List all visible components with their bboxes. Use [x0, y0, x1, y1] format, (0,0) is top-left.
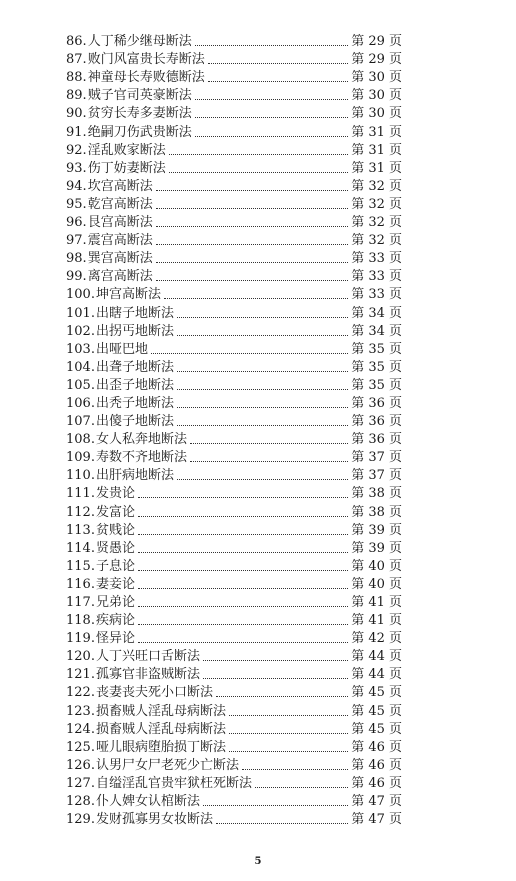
toc-entry-number: 104. [66, 359, 95, 375]
toc-entry-number: 90. [66, 106, 87, 122]
toc-entry-page: 第 41 页 [351, 613, 402, 629]
toc-entry-page: 第 47 页 [351, 794, 402, 810]
toc-entry [66, 810, 402, 828]
toc-entry [66, 213, 402, 231]
toc-entry-page: 第 46 页 [351, 775, 402, 791]
toc-entry-page: 第 45 页 [351, 703, 402, 719]
toc-entry-number: 103. [66, 341, 95, 357]
toc-entry-title: 淫乱败家断法 [87, 142, 166, 158]
toc-entry [66, 756, 402, 774]
toc-entry-page: 第 37 页 [351, 468, 402, 484]
toc-entry-number: 97. [66, 233, 87, 249]
toc-entry-number: 95. [66, 196, 87, 212]
toc-entry [66, 683, 402, 701]
dot-leader [195, 116, 348, 118]
toc-entry [66, 611, 402, 629]
toc-entry-page: 第 41 页 [351, 595, 402, 610]
toc-entry [66, 629, 402, 647]
toc-entry-number: 129. [66, 812, 95, 828]
toc-entry-title: 发贵论 [95, 486, 135, 502]
toc-entry-page: 第 38 页 [351, 486, 402, 502]
toc-entry [66, 593, 402, 611]
dot-leader [138, 605, 348, 607]
toc-entry-page: 第 31 页 [351, 124, 402, 140]
toc-entry [66, 792, 402, 810]
toc-entry-title: 孤寡官非盗贼断法 [95, 667, 200, 683]
toc-entry-title: 败门风富贵长寿断法 [87, 52, 205, 68]
toc-entry-title: 坎宫高断法 [87, 178, 153, 194]
toc-entry-page: 第 32 页 [351, 233, 402, 249]
toc-entry-page: 第 31 页 [351, 142, 402, 158]
dot-leader [138, 496, 348, 498]
toc-entry-page: 第 45 页 [351, 685, 402, 701]
toc-entry [66, 68, 402, 86]
toc-entry-title: 认男尸女尸老死少亡断法 [95, 757, 239, 773]
toc-entry [66, 430, 402, 448]
toc-entry [66, 539, 402, 557]
toc-entry-number: 120. [66, 649, 95, 665]
dot-leader [156, 207, 348, 209]
toc-entry [66, 738, 402, 756]
toc-entry-number: 126. [66, 757, 95, 773]
toc-entry-page: 第 35 页 [351, 359, 402, 375]
toc-entry-title: 出傻子地断法 [95, 414, 174, 430]
toc-entry-page: 第 29 页 [351, 52, 402, 68]
dot-leader [138, 551, 348, 553]
dot-leader [177, 334, 348, 336]
toc-entry-number: 86. [66, 34, 87, 50]
toc-entry-page: 第 39 页 [351, 540, 402, 556]
toc-entry-number: 109. [66, 450, 95, 466]
toc-entry-title: 丧妻丧夫死小口断法 [95, 685, 213, 701]
toc-entry [66, 177, 402, 195]
toc-entry [66, 322, 402, 340]
toc-entry-number: 92. [66, 142, 87, 158]
toc-entry [66, 557, 402, 575]
toc-entry-title: 出聋子地断法 [95, 359, 174, 375]
toc-entry-number: 105. [66, 377, 95, 393]
dot-leader [208, 80, 348, 82]
toc-entry-title: 贫贱论 [95, 522, 135, 538]
toc-entry [66, 701, 402, 719]
dot-leader [229, 732, 348, 734]
toc-entry-number: 127. [66, 775, 95, 791]
toc-entry [66, 50, 402, 68]
toc-entry-page: 第 44 页 [351, 667, 402, 683]
toc-entry-number: 100. [66, 287, 95, 303]
toc-entry-page: 第 39 页 [351, 522, 402, 538]
toc-entry-title: 出哑巴地 [95, 341, 148, 357]
toc-entry [66, 502, 402, 520]
toc-entry-title: 乾宫高断法 [87, 196, 153, 212]
dot-leader [195, 98, 348, 100]
dot-leader [169, 153, 348, 155]
toc-entry-number: 88. [66, 70, 87, 86]
dot-leader [138, 515, 348, 517]
toc-entry [66, 774, 402, 792]
toc-entry-number: 122. [66, 685, 95, 701]
toc-entry-page: 第 36 页 [351, 395, 402, 411]
dot-leader [138, 533, 348, 535]
dot-leader [138, 587, 348, 589]
toc-entry-title: 艮宫高断法 [87, 215, 153, 231]
toc-entry-number: 124. [66, 721, 95, 737]
toc-entry-page: 第 33 页 [351, 269, 402, 285]
dot-leader [156, 261, 348, 263]
dot-leader [229, 750, 348, 752]
toc-entry-title: 仆人婢女认棺断法 [95, 794, 200, 810]
toc-entry-title: 发富论 [95, 504, 135, 520]
toc-entry-page: 第 35 页 [351, 377, 402, 393]
toc-entry-number: 102. [66, 323, 95, 339]
toc-entry-title: 贼子官司英豪断法 [87, 88, 192, 104]
toc-entry [66, 249, 402, 267]
toc-entry-page: 第 33 页 [351, 287, 402, 303]
toc-entry [66, 521, 402, 539]
toc-entry-number: 110. [66, 468, 95, 484]
toc-entry-title: 震宫高断法 [87, 233, 153, 249]
toc-entry [66, 285, 402, 303]
toc-entry [66, 195, 402, 213]
toc-entry-number: 106. [66, 395, 95, 411]
toc-entry-number: 96. [66, 215, 87, 231]
dot-leader [177, 406, 348, 408]
toc-entry [66, 466, 402, 484]
dot-leader [156, 279, 348, 281]
dot-leader [138, 569, 348, 571]
toc-entry [66, 358, 402, 376]
dot-leader [177, 370, 348, 372]
toc-entry-number: 99. [66, 269, 87, 285]
toc-entry [66, 394, 402, 412]
toc-entry-title: 出拐丐地断法 [95, 323, 174, 339]
dot-leader [190, 442, 348, 444]
toc-entry-title: 哑儿眼病堕胎损丁断法 [95, 739, 226, 755]
toc-entry-page: 第 47 页 [351, 812, 402, 828]
toc-entry-title: 子息论 [95, 558, 135, 574]
toc-entry-number: 93. [66, 160, 87, 176]
dot-leader [195, 135, 348, 137]
toc-entry [66, 448, 402, 466]
toc-entry [66, 122, 402, 140]
toc-entry-page: 第 46 页 [351, 757, 402, 773]
toc-entry-title: 疾病论 [95, 613, 135, 629]
toc-entry [66, 484, 402, 502]
toc-entry [66, 86, 402, 104]
toc-entry-page: 第 30 页 [351, 88, 402, 104]
toc-entry-number: 117. [66, 595, 95, 610]
dot-leader [203, 804, 348, 806]
dot-leader [177, 424, 348, 426]
toc-entry-title: 寿数不齐地断法 [95, 450, 187, 466]
toc-entry-page: 第 31 页 [351, 160, 402, 176]
dot-leader [216, 822, 348, 824]
toc-entry-number: 101. [66, 305, 95, 321]
dot-leader [151, 352, 348, 354]
toc-entry-title: 离宫高断法 [87, 269, 153, 285]
toc-entry-page: 第 46 页 [351, 739, 402, 755]
dot-leader [177, 478, 348, 480]
toc-entry-number: 94. [66, 178, 87, 194]
dot-leader [195, 44, 348, 46]
toc-entry [66, 376, 402, 394]
dot-leader [138, 641, 348, 643]
toc-entry-title: 人丁兴旺口舌断法 [95, 649, 200, 665]
toc-entry-page: 第 44 页 [351, 649, 402, 665]
toc-entry-page: 第 40 页 [351, 576, 402, 592]
toc-entry-number: 123. [66, 703, 95, 719]
toc-entry [66, 159, 402, 177]
toc-entry [66, 141, 402, 159]
toc-entry-title: 出歪子地断法 [95, 377, 174, 393]
toc-entry-title: 贫穷长寿多妻断法 [87, 106, 192, 122]
toc-entry-number: 87. [66, 52, 87, 68]
toc-entry-title: 发财孤寡男女妆断法 [95, 812, 213, 828]
toc-entry-page: 第 45 页 [351, 721, 402, 737]
dot-leader [242, 768, 348, 770]
dot-leader [156, 243, 348, 245]
toc-entry-number: 121. [66, 667, 95, 683]
toc-entry-title: 伤丁妨妻断法 [87, 160, 166, 176]
toc-entry-number: 115. [66, 558, 95, 574]
dot-leader [177, 388, 348, 390]
dot-leader [169, 171, 348, 173]
page-number: 5 [254, 856, 262, 867]
toc-entry-number: 98. [66, 251, 87, 267]
toc-entry-title: 自缢淫乱官贵牢狱枉死断法 [95, 775, 252, 791]
toc-entry-title: 损畜贼人淫乱母病断法 [95, 703, 226, 719]
toc-entry-title: 出瞎子地断法 [95, 305, 174, 321]
dot-leader [156, 225, 348, 227]
toc-entry [66, 647, 402, 665]
dot-leader [208, 62, 348, 64]
toc-entry-page: 第 33 页 [351, 251, 402, 267]
toc-entry [66, 267, 402, 285]
toc-entry [66, 32, 402, 50]
toc-entry-page: 第 40 页 [351, 558, 402, 574]
toc-entry-title: 绝嗣刀伤武贵断法 [87, 124, 192, 140]
toc-entry [66, 720, 402, 738]
toc-entry-title: 贤愚论 [95, 540, 135, 556]
toc-entry-number: 89. [66, 88, 87, 104]
toc-entry-number: 107. [66, 414, 95, 430]
toc-entry [66, 412, 402, 430]
toc-entry-page: 第 29 页 [351, 34, 402, 50]
toc-entry [66, 104, 402, 122]
toc-entry-title: 怪异论 [95, 631, 135, 647]
dot-leader [164, 297, 348, 299]
toc-entry-title: 女人私奔地断法 [95, 432, 187, 448]
table-of-contents [66, 32, 402, 828]
toc-entry-page: 第 35 页 [351, 341, 402, 357]
toc-entry-page: 第 38 页 [351, 504, 402, 520]
toc-entry-title: 坤宫高断法 [95, 287, 161, 303]
toc-entry-page: 第 30 页 [351, 106, 402, 122]
toc-entry-title: 神童母长寿败德断法 [87, 70, 205, 86]
toc-entry-page: 第 34 页 [351, 305, 402, 321]
toc-entry [66, 303, 402, 321]
toc-entry-page: 第 42 页 [351, 631, 402, 647]
toc-entry-number: 116. [66, 576, 95, 592]
toc-entry-number: 128. [66, 794, 95, 810]
toc-entry-number: 108. [66, 432, 95, 448]
toc-entry-title: 人丁稀少继母断法 [87, 34, 192, 50]
toc-entry-title: 出肝病地断法 [95, 468, 174, 484]
toc-entry-title: 巽宫高断法 [87, 251, 153, 267]
toc-entry-title: 兄弟论 [95, 595, 135, 610]
toc-entry-page: 第 36 页 [351, 432, 402, 448]
toc-entry-number: 113. [66, 522, 95, 538]
toc-entry-number: 111. [66, 486, 95, 502]
dot-leader [229, 714, 348, 716]
dot-leader [156, 189, 348, 191]
toc-entry-title: 妻妾论 [95, 576, 135, 592]
dot-leader [255, 786, 348, 788]
dot-leader [216, 695, 348, 697]
toc-entry-page: 第 34 页 [351, 323, 402, 339]
toc-entry-page: 第 32 页 [351, 178, 402, 194]
dot-leader [138, 623, 348, 625]
toc-entry-page: 第 37 页 [351, 450, 402, 466]
toc-entry-page: 第 32 页 [351, 196, 402, 212]
dot-leader [190, 460, 348, 462]
toc-entry-page: 第 36 页 [351, 414, 402, 430]
toc-entry-number: 125. [66, 739, 95, 755]
dot-leader [177, 316, 348, 318]
toc-entry-number: 118. [66, 613, 95, 629]
toc-entry [66, 231, 402, 249]
toc-entry-page: 第 32 页 [351, 215, 402, 231]
toc-entry-number: 114. [66, 540, 95, 556]
toc-entry-number: 119. [66, 631, 95, 647]
toc-entry-title: 出秃子地断法 [95, 395, 174, 411]
toc-entry [66, 575, 402, 593]
dot-leader [203, 677, 348, 679]
toc-entry-page: 第 30 页 [351, 70, 402, 86]
toc-entry-title: 损畜贼人淫乱母病断法 [95, 721, 226, 737]
toc-entry [66, 665, 402, 683]
toc-entry [66, 340, 402, 358]
dot-leader [203, 659, 348, 661]
toc-entry-number: 91. [66, 124, 87, 140]
toc-entry-number: 112. [66, 504, 95, 520]
